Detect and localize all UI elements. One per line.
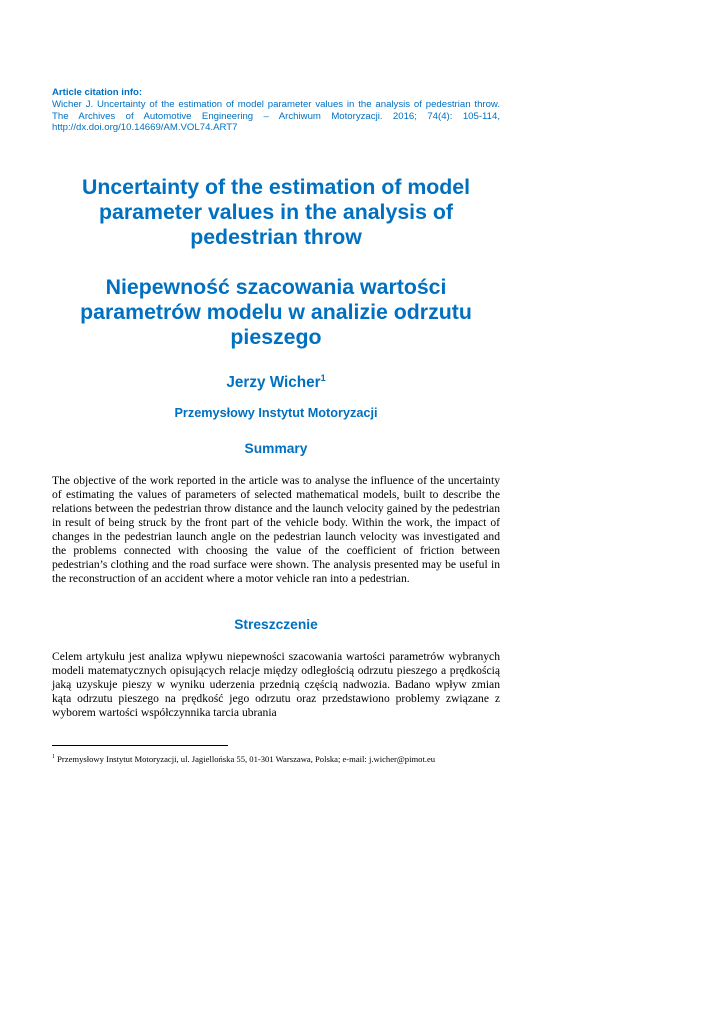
streszczenie-text: Celem artykułu jest analiza wpływu niepewności szacowania wartości parametrów wybranych modeli matematycznych opisujących relacje między odległością odrzutu pieszego a prędkością jaką uzyskuje pieszy w wyniku uderzenia przednią częścią nadwozia. Badano wpływ zmian kąta odrzutu pieszego na prędkość jego odrzutu oraz przedstawiono problemy związane z wyborem wartości współczynnika tarcia ubrania [52,650,500,719]
author-footnote-mark: 1 [320,373,326,383]
affiliation: Przemysłowy Instytut Motoryzacji [174,406,378,420]
title-polish: Niepewność szacowania wartości parametrów modelu w analizie odrzutu pieszego [80,275,472,349]
citation-text: Wicher J. Uncertainty of the estimation of model parameter values in the analysis of pedestrian throw. The Archives of Automotive Engineering – Archiwum Motoryzacji. 2016; 74(4): 105-114, http://dx.doi.org/10.14669/AM.VOL74.ART7 [52,98,500,134]
title-english: Uncertainty of the estimation of model parameter values in the analysis of pedestrian throw [81,175,471,249]
author-name: Jerzy Wicher [226,374,321,392]
summary-heading: Summary [244,441,308,456]
footnote-mark: 1 [52,754,55,760]
citation-info [52,87,500,134]
footnote-divider [52,745,228,746]
streszczenie-heading: Streszczenie [234,617,318,632]
summary-text: The objective of the work reported in the article was to analyse the influence of the uncertainty of estimating the values of parameters of selected mathematical models, built to describe the relations between the pedestrian throw distance and the launch velocity gained by the pedestrian in result of being struck by the front part of the vehicle body. Within the work, the impact of changes in the pedestrian launch angle on the pedestrian launch velocity was investigated and the problems connected with choosing the value of the coefficient of friction between pedestrian’s clothing and the road surface were shown. The analysis presented may be useful in the reconstruction of an accident where a motor vehicle ran into a pedestrian. [52,474,500,585]
footnote [52,752,512,765]
author [52,368,500,393]
footnote-text: Przemysłowy Instytut Motoryzacji, ul. Jagiellońska 55, 01-301 Warszawa, Polska; e-mail: j.wicher@pimot.eu [57,753,436,764]
citation-label: Article citation info: [52,87,143,98]
